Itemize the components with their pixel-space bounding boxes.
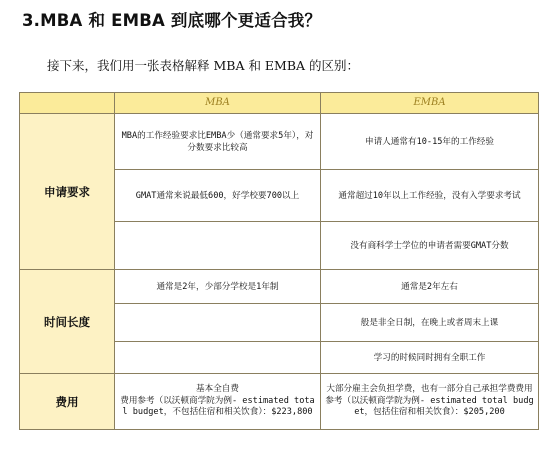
emba-cell: 通常是2年左右 <box>321 270 539 304</box>
mba-cell <box>115 304 321 342</box>
comparison-table <box>19 92 539 430</box>
mba-cell: MBA的工作经验要求比EMBA少（通常要求5年），对分数要求比较高 <box>115 114 321 170</box>
mba-cost-cell <box>115 374 321 430</box>
intro-paragraph: 接下来，我们用一张表格解释 MBA 和 EMBA 的区别： <box>47 58 360 73</box>
table-row <box>20 374 539 430</box>
emba-cell: 没有商科学士学位的申请者需要GMAT分数 <box>321 222 539 270</box>
emba-cell: 通常超过10年以上工作经验，没有入学要求考试 <box>321 170 539 222</box>
row-label-duration: 时间长度 <box>20 270 115 374</box>
mba-cell: 通常是2年，少部分学校是1年制 <box>115 270 321 304</box>
table-row <box>20 270 539 304</box>
emba-cell: 般是非全日制，在晚上或者周末上课 <box>321 304 539 342</box>
section-heading: 3.MBA 和 EMBA 到底哪个更适合我？ <box>22 11 322 30</box>
emba-cost-cell: 大部分雇主会负担学费，也有一部分自己承担学费费用参考（以沃顿商学院为例- estimated total budget，包括住宿和相关饮食）：$205,200 <box>321 374 539 430</box>
mba-cell <box>115 222 321 270</box>
mba-cost-line2: 费用参考（以沃顿商学院为例- estimated total budget，不包括住宿和相关饮食）：$223,800 <box>120 395 315 418</box>
table-row <box>20 114 539 170</box>
header-corner-cell <box>20 93 115 114</box>
header-mba: MBA <box>115 93 321 114</box>
mba-cost-line1: 基本全自费 <box>196 384 239 395</box>
mba-cell: GMAT通常来说最低600，好学校要700以上 <box>115 170 321 222</box>
row-label-cost: 费用 <box>20 374 115 430</box>
emba-cell: 申请人通常有10-15年的工作经验 <box>321 114 539 170</box>
mba-cell <box>115 342 321 374</box>
row-label-application: 申请要求 <box>20 114 115 270</box>
emba-cell: 学习的时候同时拥有全职工作 <box>321 342 539 374</box>
table-header-row <box>20 93 539 114</box>
header-emba: EMBA <box>321 93 539 114</box>
